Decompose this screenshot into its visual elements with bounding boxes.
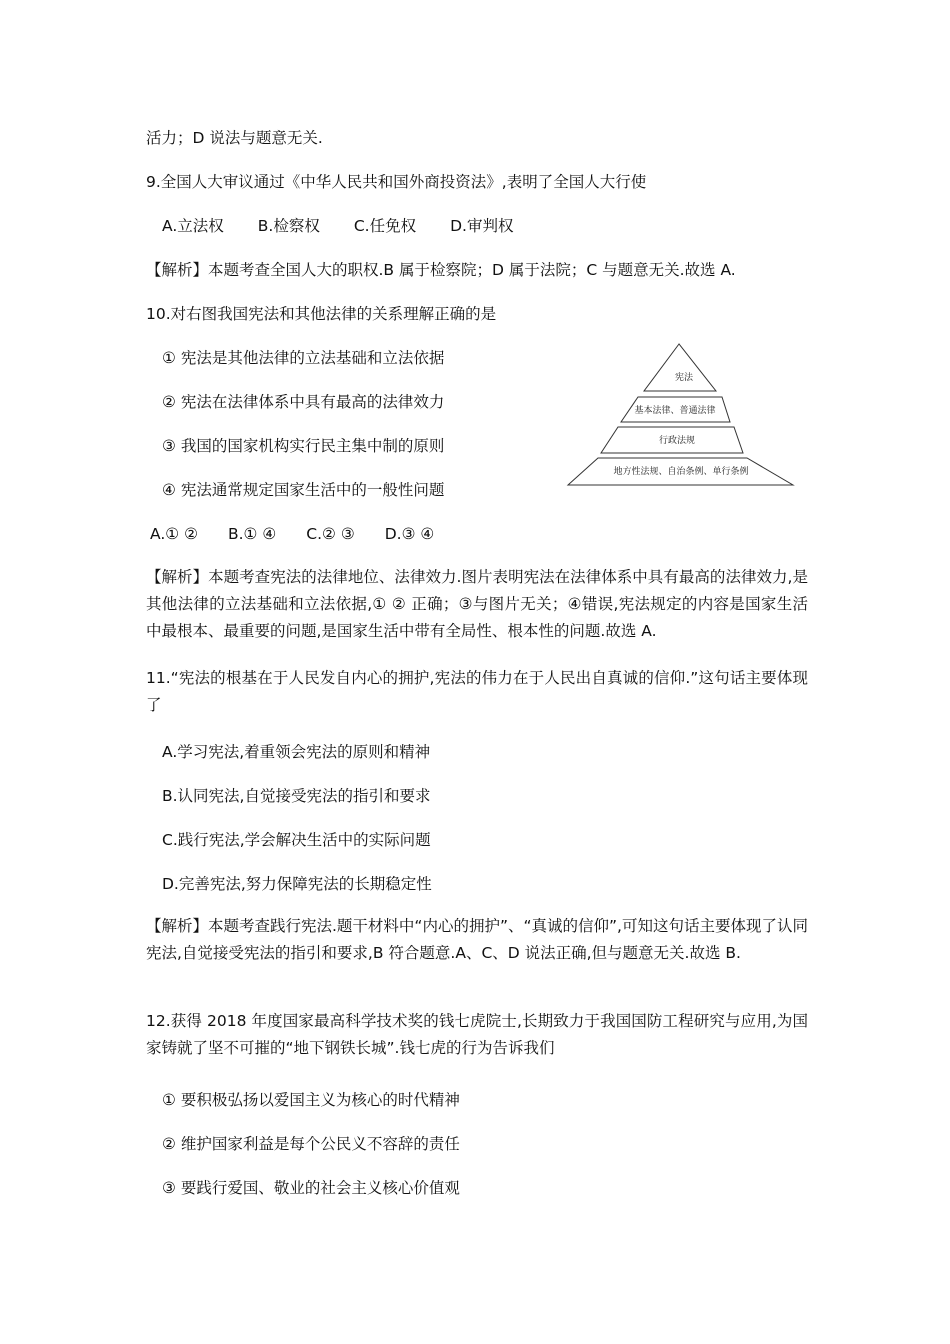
question-11: 11.“宪法的根基在于人民发自内心的拥护,宪法的伟力在于人民出自真诚的信仰.”这句话主要体现了 [146,669,808,714]
question-11-option: D.完善宪法,努力保障宪法的长期稳定性 [162,875,432,893]
question-10: 10.对右图我国宪法和其他法律的关系理解正确的是 [146,305,497,323]
option-a: A.① ② [150,525,198,543]
pyramid-label: 行政法规 [658,436,696,446]
option-a: A.立法权 [162,217,224,235]
question-10-item: ① 宪法是其他法律的立法基础和立法依据 [162,349,445,367]
question-12: 12.获得 2018 年度国家最高科学技术奖的钱七虎院士,长期致力于我国国防工程研究与应用,为国家铸就了坚不可摧的“地下钢铁长城”.钱七虎的行为告诉我们 [146,1012,808,1057]
question-10-item: ③ 我国的国家机构实行民主集中制的原则 [162,437,445,455]
question-12-item: ② 维护国家利益是每个公民义不容辞的责任 [162,1135,460,1153]
option-d: D.③ ④ [384,525,435,543]
question-11-option: B.认同宪法,自觉接受宪法的指引和要求 [162,787,431,805]
question-10-item: ④ 宪法通常规定国家生活中的一般性问题 [162,481,445,499]
question-11-analysis: 【解析】本题考查践行宪法.题干材料中“内心的拥护”、“真诚的信仰”,可知这句话主要体现了认同宪法,自觉接受宪法的指引和要求,B 符合题意.A、C、D 说法正确,但与题意无关.故选 B. [146,917,808,962]
option-d: D.审判权 [450,217,514,235]
question-11-option: A.学习宪法,着重领会宪法的原则和精神 [162,743,431,761]
pyramid-level-1 [644,344,716,391]
question-9: 9.全国人大审议通过《中华人民共和国外商投资法》,表明了全国人大行使 [146,173,647,191]
question-10-analysis: 【解析】本题考查宪法的法律地位、法律效力.图片表明宪法在法律体系中具有最高的法律效力,是其他法律的立法基础和立法依据,① ② 正确；③与图片无关；④错误,宪法规定的内容是国家生活中最根本、最重要的问题,是国家生活中带有全局性、根本性的问题.故选 A. [146,568,808,640]
pyramid-label: 宪法 [674,373,694,383]
option-b: B.检察权 [257,217,320,235]
option-b: B.① ④ [227,525,277,543]
question-12-item: ① 要积极弘扬以爱国主义为核心的时代精神 [162,1091,460,1109]
question-9-analysis: 【解析】本题考查全国人大的职权.B 属于检察院；D 属于法院；C 与题意无关.故选 A. [146,261,736,279]
option-c: C.任免权 [353,217,417,235]
question-12-item: ③ 要践行爱国、敬业的社会主义核心价值观 [162,1179,460,1197]
pyramid-label: 基本法律、普通法律 [634,406,716,416]
text-line: 活力；D 说法与题意无关. [146,129,323,147]
question-11-option: C.践行宪法,学会解决生活中的实际问题 [162,831,431,849]
question-10-options [150,523,464,545]
pyramid-label: 地方性法规、自治条例、单行条例 [613,467,749,477]
option-c: C.② ③ [306,525,355,543]
law-hierarchy-pyramid [565,340,797,490]
question-10-item: ② 宪法在法律体系中具有最高的法律效力 [162,393,445,411]
question-9-options [162,215,547,237]
